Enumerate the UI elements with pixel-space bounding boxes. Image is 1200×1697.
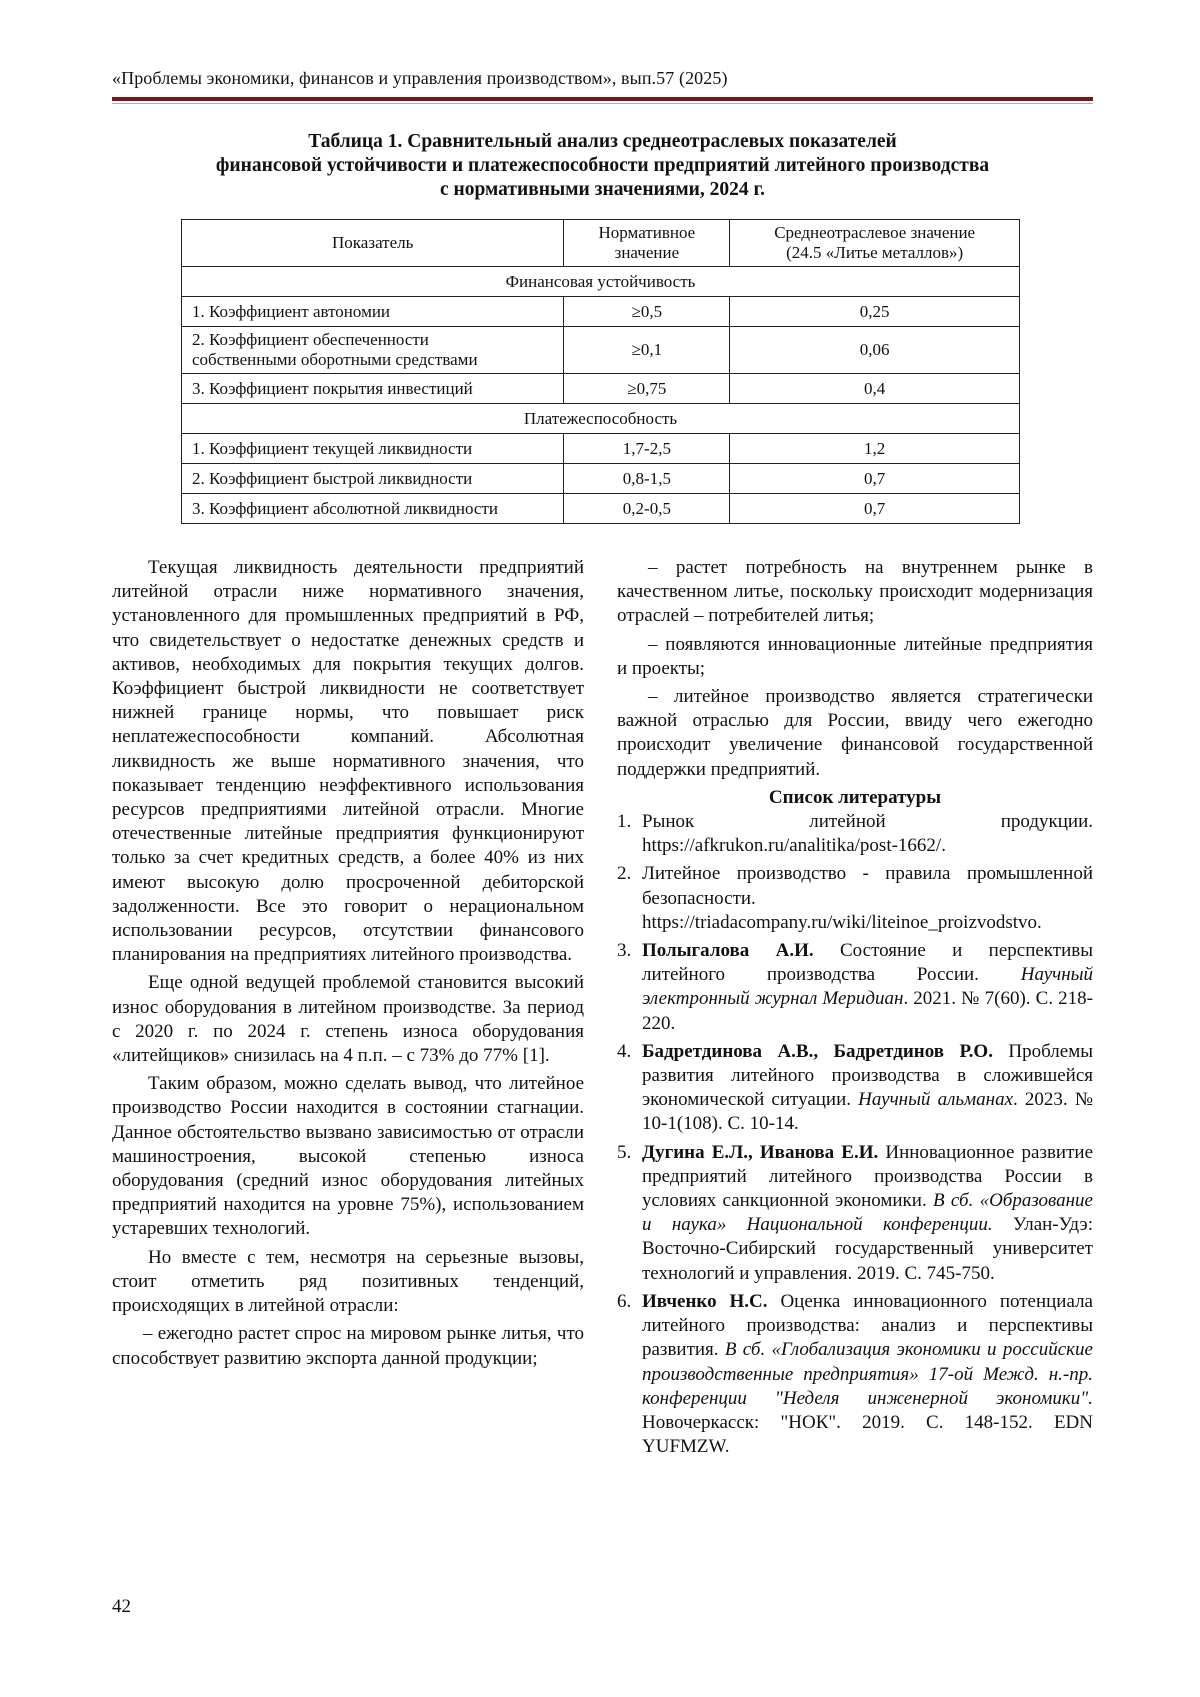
right-column (617, 556, 1093, 1463)
body-paragraph: Но вместе с тем, несмотря на серьезные вызовы, стоит отметить ряд позитивных тенденций, происходящих в литейной отрасли: (112, 1246, 584, 1317)
reference-text: Инновационное развитие предприятий литейного производства России в условиях санкционной экономики. (642, 1141, 1094, 1212)
references-list (617, 810, 1093, 1459)
reference-text: Состояние и перспективы литейного производства России. (642, 940, 1094, 986)
row-avg: 0,25 (730, 297, 1020, 327)
table-row (182, 494, 1020, 524)
row-norm: ≥0,1 (564, 327, 730, 374)
left-column (112, 556, 584, 1375)
reference-number: 6. (617, 1290, 632, 1312)
section-title: Платежеспособность (182, 404, 1020, 434)
list-dash-item: – появляются инновационные литейные предприятия и проекты; (617, 633, 1093, 679)
reference-authors: Ивченко Н.С. (642, 1290, 768, 1312)
row-label (182, 327, 564, 374)
table-row (182, 374, 1020, 404)
row-label-line: собственными оборотными средствами (192, 350, 478, 369)
reference-authors: Полыгалова А.И. (642, 940, 814, 962)
header-indicator: Показатель (182, 220, 564, 267)
row-avg: 1,2 (730, 434, 1020, 464)
row-norm: ≥0,75 (564, 374, 730, 404)
row-label-line: 2. Коэффициент обеспеченности (192, 330, 429, 349)
table-row (182, 464, 1020, 494)
section-title: Финансовая устойчивость (182, 267, 1020, 297)
row-label: 3. Коэффициент абсолютной ликвидности (182, 494, 564, 524)
reference-number: 2. (617, 863, 632, 885)
references-title: Список литературы (768, 786, 942, 808)
running-header: «Проблемы экономики, финансов и управления производством», вып.57 (2025) (112, 68, 728, 88)
reference-source: Научный электронный журнал Меридиан (642, 964, 1093, 1010)
row-avg: 0,06 (730, 327, 1020, 374)
reference-source: Научный альманах (858, 1089, 1014, 1111)
body-paragraph: Еще одной ведущей проблемой становится высокий износ оборудования в литейном производстве. За период с 2020 г. по 2024 г. степень износа оборудования «литейщиков» снизилась на 4 п.п. – с 73% до 77% [1]. (112, 972, 584, 1067)
row-label: 2. Коэффициент быстрой ликвидности (182, 464, 564, 494)
header-normative (564, 220, 730, 267)
reference-item (617, 862, 1093, 935)
row-norm: 0,8-1,5 (564, 464, 730, 494)
reference-item (617, 810, 1093, 858)
reference-text: Проблемы развития литейного производства в сложившейся экономической ситуации. (642, 1040, 1093, 1111)
row-avg: 0,4 (730, 374, 1020, 404)
reference-item (617, 939, 1093, 1036)
header-rule (112, 97, 1093, 101)
header-normative-line: значение (614, 243, 680, 262)
reference-text: Рынок литейной продукции. https://afkrukon.ru/analitika/post-1662/. (642, 811, 1093, 857)
body-paragraph: Текущая ликвидность деятельности предприятий литейной отрасли ниже нормативного значения, установленного для промышленных предприятий в РФ, что свидетельствует о недостатке денежных средств и активов, необходимых для покрытия текущих долгов. Коэффициент быстрой ликвидности не соответствует нижней границе нормы, что повышает риск неплатежеспособности компаний. Абсолютная ликвидность же выше нормативного значения, что показывает тенденцию неэффективного использования ресурсов предприятиями литейной отрасли. Многие отечественные литейные предприятия функционируют только за счет кредитных средств, а более 40% из них имеют высокую долю просроченной дебиторской задолженности. Все это говорит о нерациональном использовании ресурсов, отсутствии финансового планирования на предприятиях литейного производства. (112, 557, 584, 966)
caption-line: финансовой устойчивости и платежеспособности предприятий литейного производства (215, 155, 990, 176)
reference-number: 1. (617, 811, 632, 833)
reference-tail: Улан-Удэ: Восточно-Сибирский государственный университет технологий и управления. 2019. С. 745-750. (642, 1214, 1093, 1284)
reference-text: Оценка инновационного потенциала литейного производства: анализ и перспективы развития. (642, 1290, 1093, 1361)
section-row (182, 404, 1020, 434)
caption-line: с нормативными значениями, 2024 г. (439, 179, 766, 200)
header-rule-thin (112, 103, 1093, 104)
comparison-table (181, 219, 1020, 524)
table-row (182, 434, 1020, 464)
reference-authors: Дугина Е.Л., Иванова Е.И. (642, 1141, 879, 1163)
header-industry-line: Среднеотраслевое значение (774, 223, 976, 242)
row-label: 1. Коэффициент текущей ликвидности (182, 434, 564, 464)
reference-item (617, 1040, 1093, 1137)
reference-item (617, 1141, 1093, 1286)
reference-tail: . 2021. № 7(60). С. 218-220. (642, 988, 1093, 1034)
row-label: 3. Коэффициент покрытия инвестиций (182, 374, 564, 404)
reference-source: В сб. «Образование и наука» Национальной конференции. (642, 1190, 1093, 1236)
caption-line: Таблица 1. Сравнительный анализ среднеотраслевых показателей (308, 131, 897, 152)
header-normative-line: Нормативное (598, 223, 696, 242)
reference-number: 5. (617, 1141, 632, 1163)
row-avg: 0,7 (730, 494, 1020, 524)
reference-number: 4. (617, 1040, 632, 1062)
list-dash-item: – растет потребность на внутреннем рынке в качественном литье, поскольку происходит модернизация отраслей – потребителей литья; (617, 557, 1093, 627)
list-dash-item: – литейное производство является стратегически важной отраслью для России, ввиду чего ежегодно происходит увеличение финансовой государственной поддержки предприятий. (617, 686, 1093, 780)
reference-authors: Бадретдинова А.В., Бадретдинов Р.О. (642, 1040, 993, 1062)
reference-number: 3. (617, 940, 632, 962)
reference-tail: . 2023. № 10-1(108). С. 10-14. (642, 1089, 1093, 1135)
table-caption (112, 130, 1093, 202)
reference-item (617, 1290, 1093, 1459)
row-avg: 0,7 (730, 464, 1020, 494)
table-row (182, 297, 1020, 327)
header-industry-line: (24.5 «Литье металлов») (786, 243, 964, 262)
row-norm: ≥0,5 (564, 297, 730, 327)
header-industry (730, 220, 1020, 267)
row-norm: 1,7-2,5 (564, 434, 730, 464)
body-paragraph: Таким образом, можно сделать вывод, что литейное производство России находится в состоянии стагнации. Данное обстоятельство вызвано зависимостью от отрасли машиностроения, высокой степенью износа оборудования (средний износ оборудования литейных предприятий находится на уровне 75%), использованием устаревших технологий. (112, 1073, 584, 1240)
reference-text: Литейное производство - правила промышленной безопасности. https://triadacompany.ru/wiki/liteinoe_proizvodstvo. (642, 863, 1093, 933)
table-row (182, 327, 1020, 374)
reference-tail: Новочеркасск: "НОК". 2019. С. 148-152. EDN YUFMZW. (642, 1411, 1093, 1458)
row-norm: 0,2-0,5 (564, 494, 730, 524)
list-dash-item: – ежегодно растет спрос на мировом рынке литья, что способствует развитию экспорта данной продукции; (112, 1323, 584, 1369)
reference-source: В сб. «Глобализация экономики и российские производственные предприятия» 17-ой Межд. н.-пр. конференции "Неделя инженерной экономики". (642, 1339, 1093, 1409)
section-row (182, 267, 1020, 297)
table-header-row (182, 220, 1020, 267)
page-number: 42 (112, 1596, 131, 1617)
row-label: 1. Коэффициент автономии (182, 297, 564, 327)
